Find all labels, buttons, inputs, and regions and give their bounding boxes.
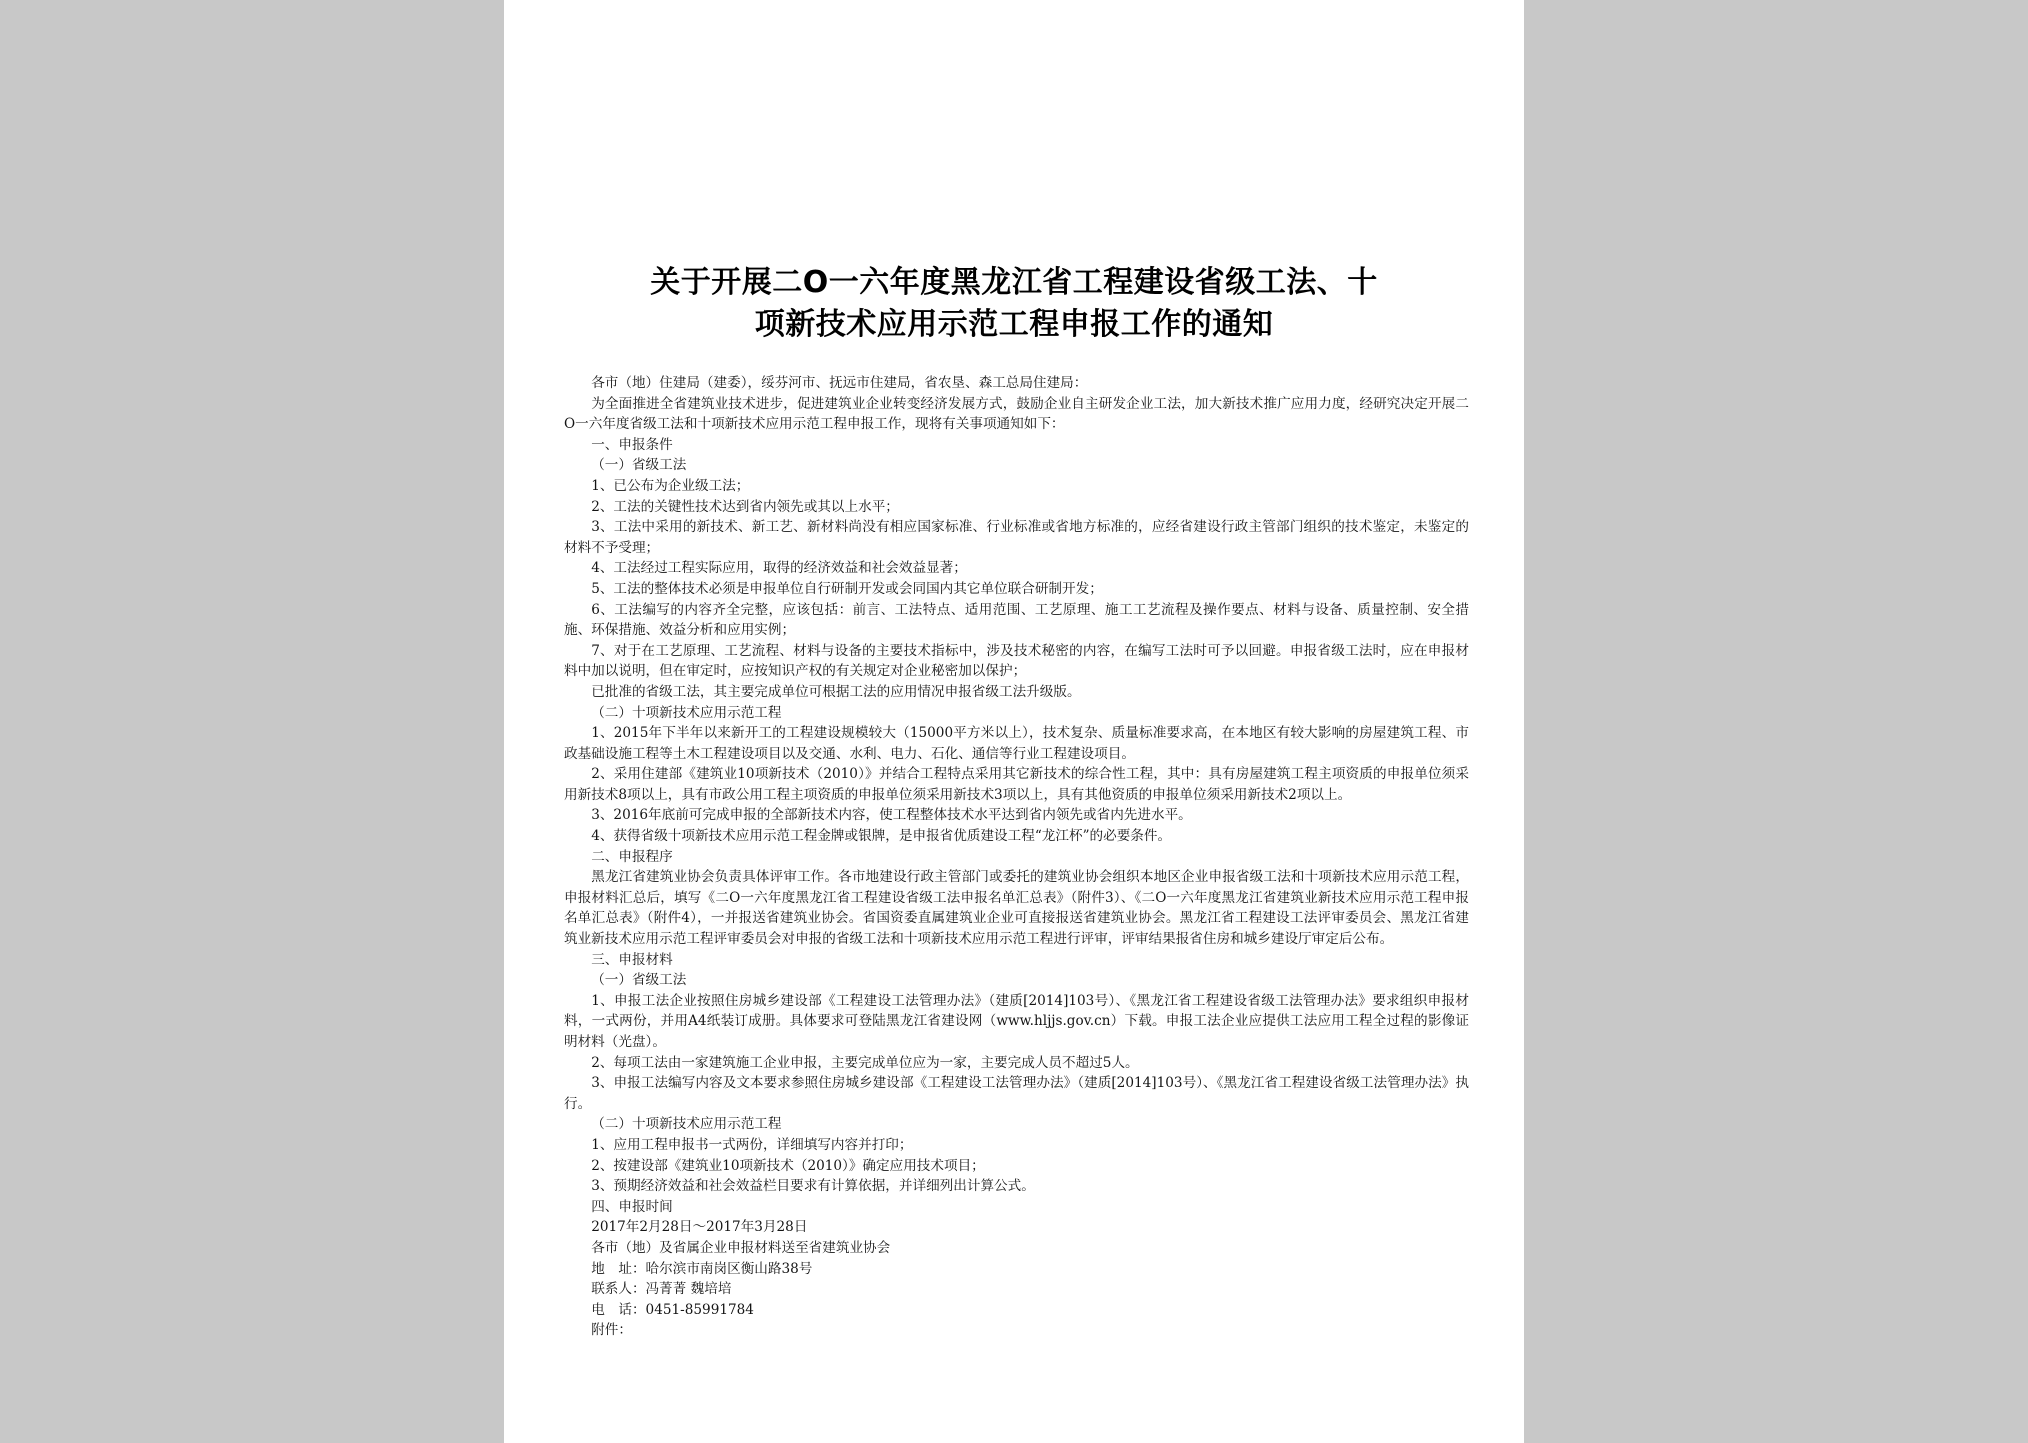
document-body (564, 373, 1469, 1341)
paragraph: 各市（地）住建局（建委），绥芬河市、抚远市住建局，省农垦、森工总局住建局： (591, 375, 1088, 391)
paragraph: 2017年2月28日～2017年3月28日 (591, 1219, 808, 1236)
paragraph: 5、工法的整体技术必须是申报单位自行研制开发或会同国内其它单位联合研制开发； (591, 580, 1103, 597)
paragraph: 联系人：冯菁菁 魏培培 (591, 1281, 732, 1298)
paragraph: 黑龙江省建筑业协会负责具体评审工作。各市地建设行政主管部门或委托的建筑业协会组织本地区企业申报省级工法和十项新技术应用示范工程，申报材料汇总后，填写《二O一六年度黑龙江省工程建设省级工法申报名单汇总表》（附件3）、《二O一六年度黑龙江省建筑业新技术应用示范工程申报名单汇总表》（附件4），一并报送省建筑业协会。省国资委直属建筑业企业可直接报送省建筑业协会。黑龙江省工程建设工法评审委员会、黑龙江省建筑业新技术应用示范工程评审委员会对申报的省级工法和十项新技术应用示范工程进行评审，评审结果报省住房和城乡建设厅审定后公布。 (564, 869, 1469, 948)
paragraph: 1、应用工程申报书一式两份，详细填写内容并打印； (591, 1136, 913, 1153)
paragraph: 4、获得省级十项新技术应用示范工程金牌或银牌，是申报省优质建设工程“龙江杯”的必要条件。 (591, 828, 1172, 845)
paragraph: （一）省级工法 (591, 457, 687, 474)
paragraph: 一、申报条件 (591, 436, 673, 453)
paragraph: 2、每项工法由一家建筑施工企业申报，主要完成单位应为一家，主要完成人员不超过5人。 (591, 1054, 1139, 1071)
paragraph: 地 址：哈尔滨市南岗区衡山路38号 (591, 1260, 813, 1277)
paragraph: 3、预期经济效益和社会效益栏目要求有计算依据，并详细列出计算公式。 (591, 1178, 1035, 1195)
paragraph: 3、申报工法编写内容及文本要求参照住房城乡建设部《工程建设工法管理办法》（建质[2014]103号）、《黑龙江省工程建设省级工法管理办法》执行。 (564, 1075, 1469, 1112)
paragraph: （二）十项新技术应用示范工程 (591, 1116, 782, 1133)
paragraph: 2、采用住建部《建筑业10项新技术（2010）》并结合工程特点采用其它新技术的综合性工程，其中：具有房屋建筑工程主项资质的申报单位须采用新技术8项以上，具有市政公用工程主项资质的申报单位须采用新技术3项以上，具有其他资质的申报单位须采用新技术2项以上。 (564, 766, 1469, 803)
paragraph: 为全面推进全省建筑业技术进步，促进建筑业企业转变经济发展方式，鼓励企业自主研发企业工法，加大新技术推广应用力度，经研究决定开展二O一六年度省级工法和十项新技术应用示范工程申报工作，现将有关事项通知如下： (564, 395, 1469, 433)
document-title (504, 262, 1524, 346)
paragraph: 2、按建设部《建筑业10项新技术（2010）》确定应用技术项目； (591, 1157, 985, 1174)
paragraph: 各市（地）及省属企业申报材料送至省建筑业协会 (591, 1239, 891, 1256)
paragraph: （二）十项新技术应用示范工程 (591, 704, 782, 721)
paragraph: 附件： (591, 1322, 632, 1339)
title-line-2: 项新技术应用示范工程申报工作的通知 (754, 307, 1274, 342)
paragraph: 1、已公布为企业级工法； (591, 477, 750, 494)
paragraph: 三、申报材料 (591, 951, 673, 968)
paragraph: 1、2015年下半年以来新开工的工程建设规模较大（15000平方米以上），技术复杂、质量标准要求高，在本地区有较大影响的房屋建筑工程、市政基础设施工程等土木工程建设项目以及交通、水利、电力、石化、通信等行业工程建设项目。 (564, 725, 1469, 762)
paragraph: 2、工法的关键性技术达到省内领先或其以上水平； (591, 498, 899, 515)
paragraph: 电 话：0451-85991784 (591, 1301, 754, 1318)
paragraph: 3、工法中采用的新技术、新工艺、新材料尚没有相应国家标准、行业标准或省地方标准的，应经省建设行政主管部门组织的技术鉴定，未鉴定的材料不予受理； (564, 519, 1469, 556)
paragraph: 1、申报工法企业按照住房城乡建设部《工程建设工法管理办法》（建质[2014]103号）、《黑龙江省工程建设省级工法管理办法》要求组织申报材料，一式两份，并用A4纸装订成册。具体要求可登陆黑龙江省建设网（www.hljjs.gov.cn）下载。申报工法企业应提供工法应用工程全过程的影像证明材料（光盘）。 (564, 992, 1469, 1050)
paragraph: 四、申报时间 (591, 1198, 673, 1215)
paragraph: 3、2016年底前可完成申报的全部新技术内容，使工程整体技术水平达到省内领先或省内先进水平。 (591, 807, 1192, 824)
document-page (504, 0, 1524, 1443)
paragraph: 7、对于在工艺原理、工艺流程、材料与设备的主要技术指标中，涉及技术秘密的内容，在编写工法时可予以回避。申报省级工法时，应在申报材料中加以说明，但在审定时，应按知识产权的有关规定对企业秘密加以保护； (564, 642, 1469, 680)
paragraph: 已批准的省级工法，其主要完成单位可根据工法的应用情况申报省级工法升级版。 (591, 683, 1081, 700)
title-line-1: 关于开展二O一六年度黑龙江省工程建设省级工法、十 (650, 265, 1378, 300)
paragraph: 4、工法经过工程实际应用，取得的经济效益和社会效益显著； (591, 560, 967, 577)
paragraph: （一）省级工法 (591, 972, 687, 989)
paragraph: 二、申报程序 (591, 848, 673, 865)
paragraph: 6、工法编写的内容齐全完整，应该包括：前言、工法特点、适用范围、工艺原理、施工工艺流程及操作要点、材料与设备、质量控制、安全措施、环保措施、效益分析和应用实例； (564, 601, 1469, 639)
